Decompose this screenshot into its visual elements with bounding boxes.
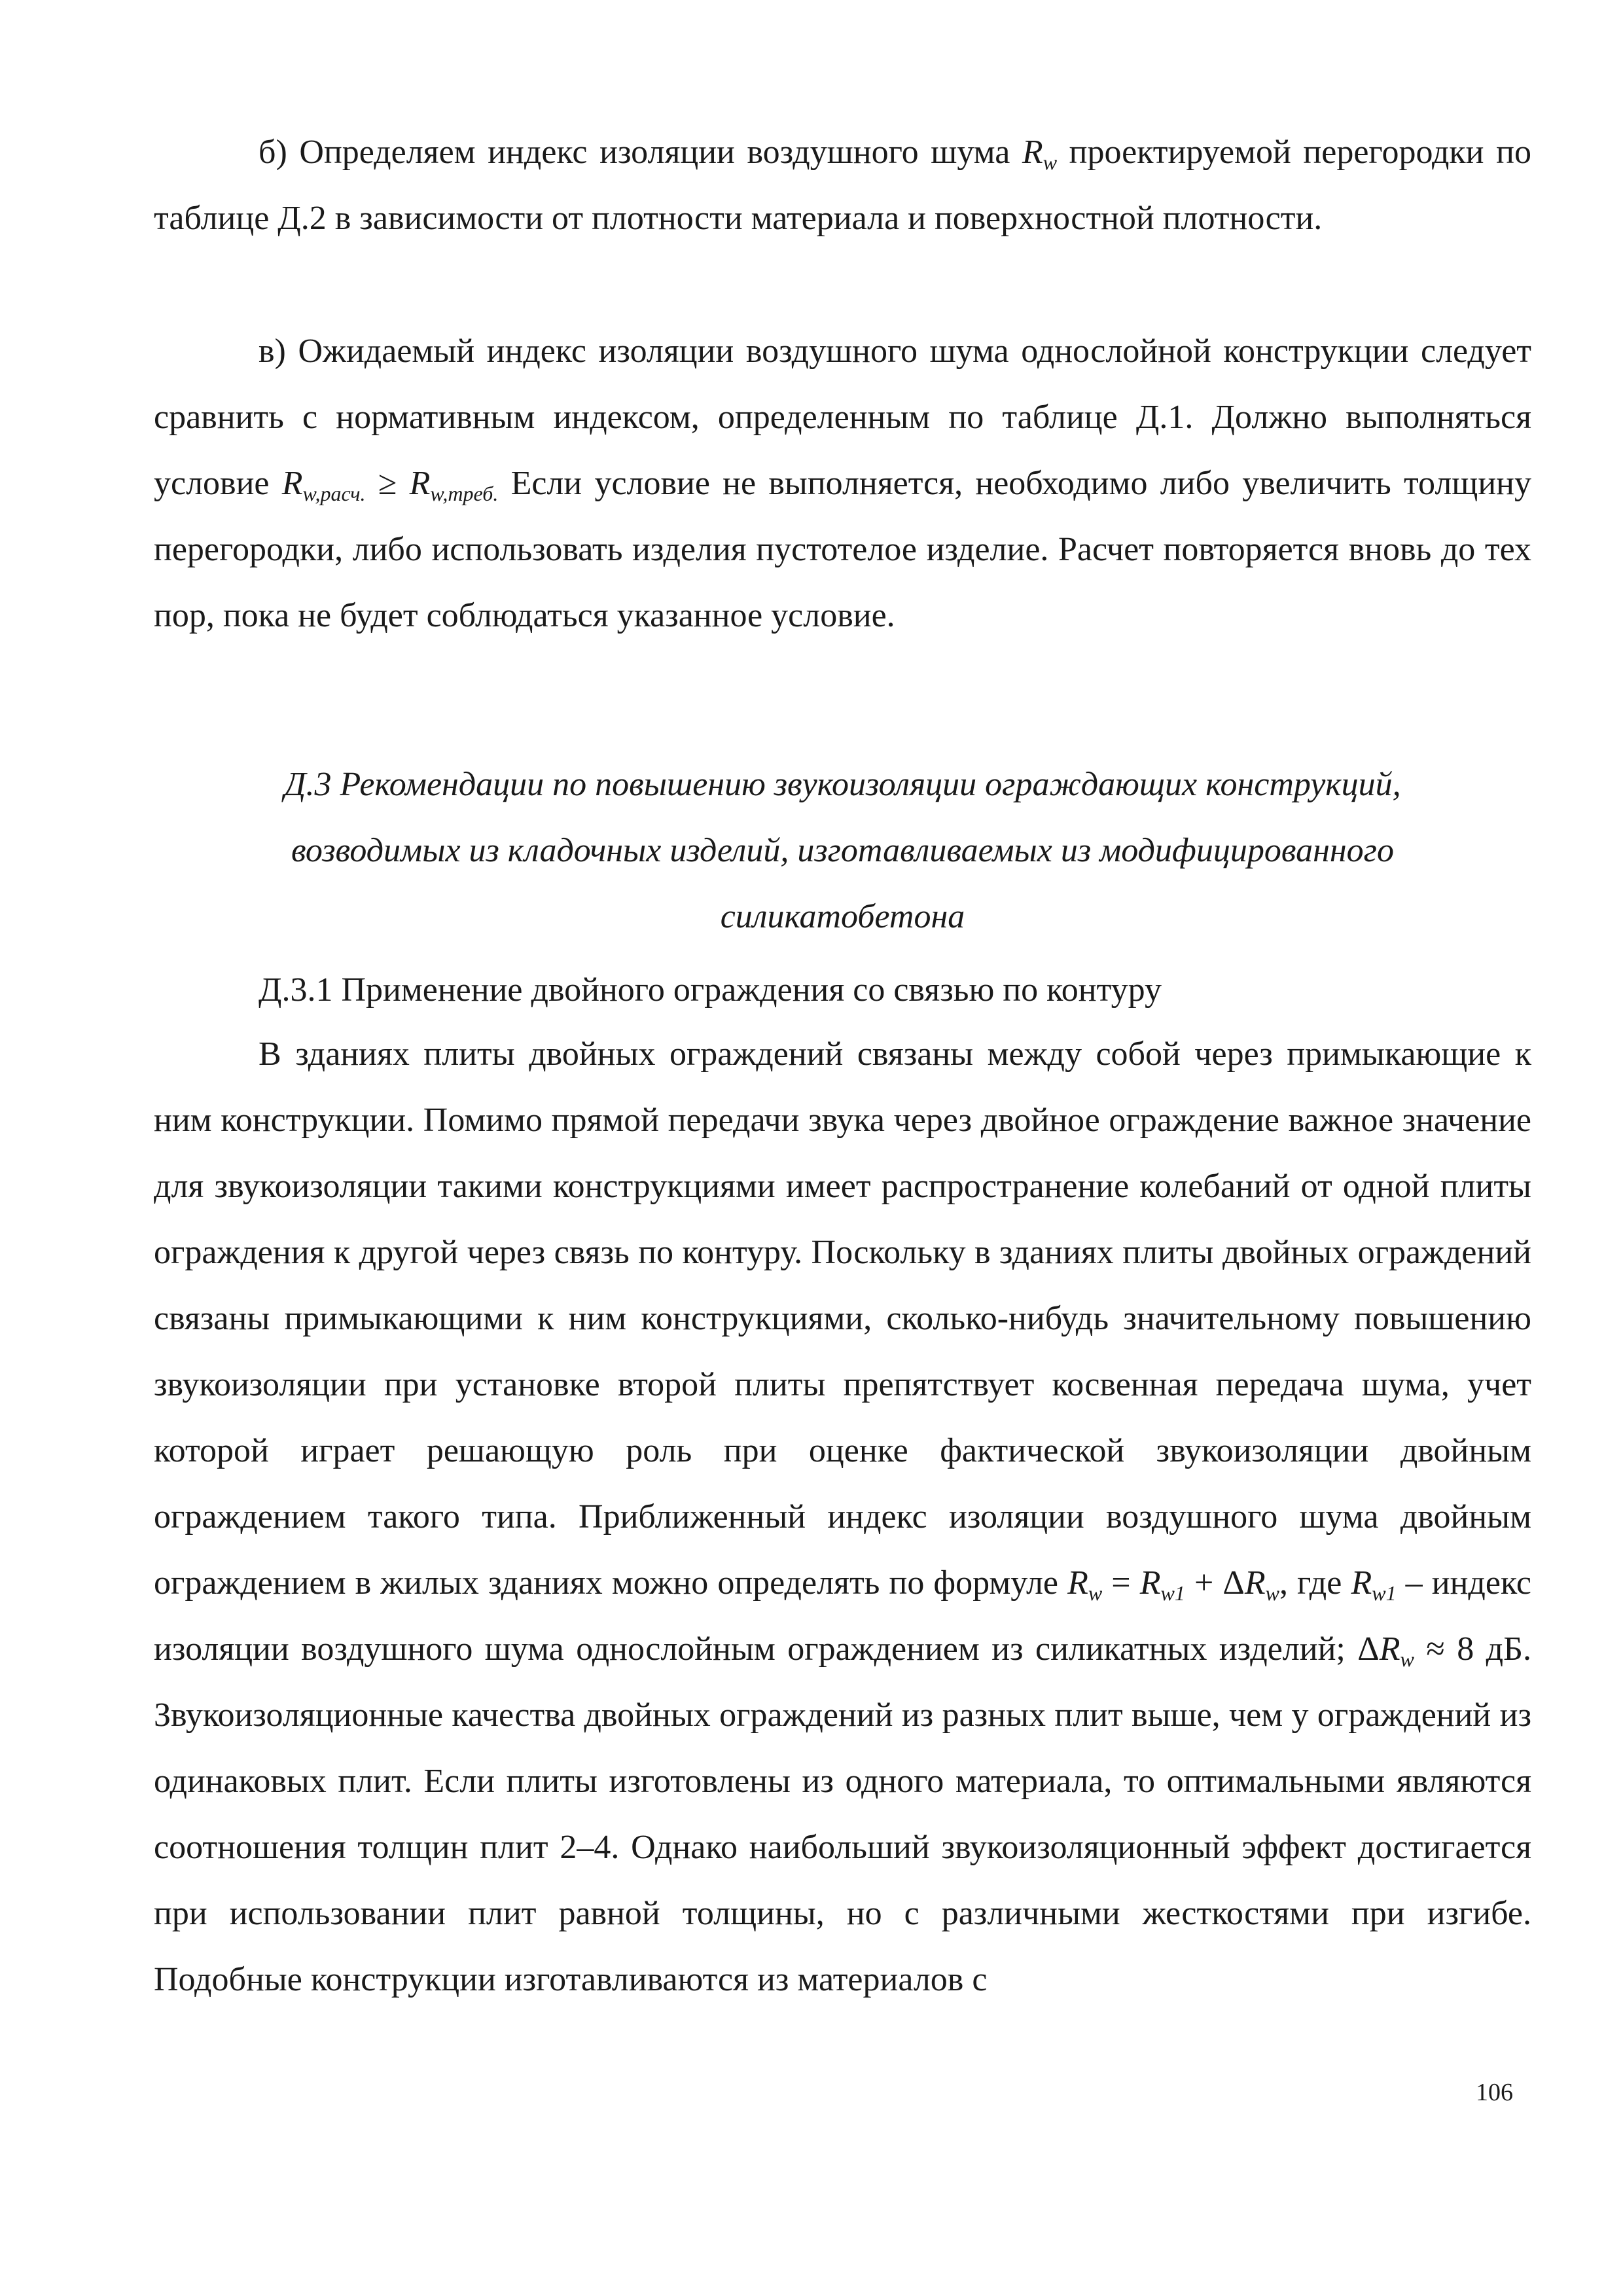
section-heading — [154, 751, 1531, 950]
paragraph-b — [154, 119, 1531, 251]
formula-r3: R — [1351, 1564, 1372, 1602]
subsection-title: Д.3.1 Применение двойного ограждения со связью по контуру — [259, 971, 1162, 1009]
paragraph-b-text: б) Определяем индекс изоляции воздушного шума — [259, 134, 1022, 171]
formula-sub2: w — [1265, 1581, 1279, 1605]
formula-sub: w — [1088, 1581, 1103, 1605]
paragraph-v-text-end: Если условие не выполняется, необходимо либо увеличить толщину перегородки, либо использовать изделия пустотелое изделие. Расчет повторяется вновь до тех пор, пока не будет соблюдаться указанное условие. — [154, 465, 1531, 634]
formula-equals: = — [1102, 1564, 1140, 1602]
body-text-2: – индекс изоляции воздушного шума однослойным ограждением из силикатных изделий; Δ — [154, 1564, 1532, 1668]
body-text-1: В зданиях плиты двойных ограждений связаны между собой через примыкающие к ним конструкции. Помимо прямой передачи звука через двойное ограждение важное значение для звукоизоляции такими конструкциями имеет распространение колебаний от одной плиты ограждения к другой через связь по контуру. Поскольку в зданиях плиты двойных ограждений связаны примыкающими к ним конструкциями, сколько-нибудь значительному повышению звукоизоляции при установке второй плиты препятствует косвенная передача шума, учет которой играет решающую роль при оценке фактической звукоизоляции двойным ограждением такого типа. Приближенный индекс изоляции воздушного шума двойным ограждением в жилых зданиях можно определять по формуле — [154, 1035, 1531, 1602]
paragraph-v — [154, 318, 1531, 649]
formula-plus-delta: + Δ — [1185, 1564, 1245, 1602]
page-number: 106 — [1476, 2079, 1513, 2106]
section-heading-line-2: возводимых из кладочных изделий, изготавливаемых из модифицированного — [291, 832, 1394, 869]
paragraph-b-text-end: проектируемой перегородки по таблице Д.2 в зависимости от плотности материала и поверхностной плотности. — [154, 134, 1531, 237]
symbol-r-req: R — [409, 465, 431, 502]
symbol-r-calc: R — [281, 465, 303, 502]
symbol-subscript-req: w,треб. — [430, 482, 499, 505]
section-heading-line-3: силикатобетона — [720, 898, 965, 935]
formula-sub3: w1 — [1372, 1581, 1397, 1605]
formula-r4: R — [1379, 1630, 1400, 1668]
formula-sub4: w — [1400, 1647, 1414, 1671]
formula-sub1: w1 — [1160, 1581, 1185, 1605]
formula-r2: R — [1244, 1564, 1266, 1602]
symbol-subscript-calc: w,расч. — [302, 482, 366, 505]
section-heading-line-1: Д.3 Рекомендации по повышению звукоизоляции ограждающих конструкций, — [284, 766, 1401, 803]
body-text-3: ≈ 8 дБ. Звукоизоляционные качества двойных ограждений из разных плит выше, чем у ограждений из одинаковых плит. Если плиты изготовлены из одного материала, то оптимальными являются соотношения толщин плит 2–4. Однако наибольший звукоизоляционный эффект достигается при использовании плит равной толщины, но с различными жесткостями при изгибе. Подобные конструкции изготавливаются из материалов с — [154, 1630, 1531, 1998]
symbol-subscript: w — [1043, 151, 1058, 174]
paragraph-v-text: в) Ожидаемый индекс изоляции воздушного шума однослойной конструкции следует сравнить с нормативным индексом, определенным по таблице Д.1. Должно выполняться условие — [154, 332, 1531, 502]
formula-r1: R — [1139, 1564, 1161, 1602]
formula-where: , где — [1279, 1564, 1351, 1602]
paragraph-body — [154, 1021, 1531, 2013]
formula-r: R — [1067, 1564, 1088, 1602]
symbol-r: R — [1022, 134, 1043, 171]
ge-sign: ≥ — [365, 465, 410, 502]
